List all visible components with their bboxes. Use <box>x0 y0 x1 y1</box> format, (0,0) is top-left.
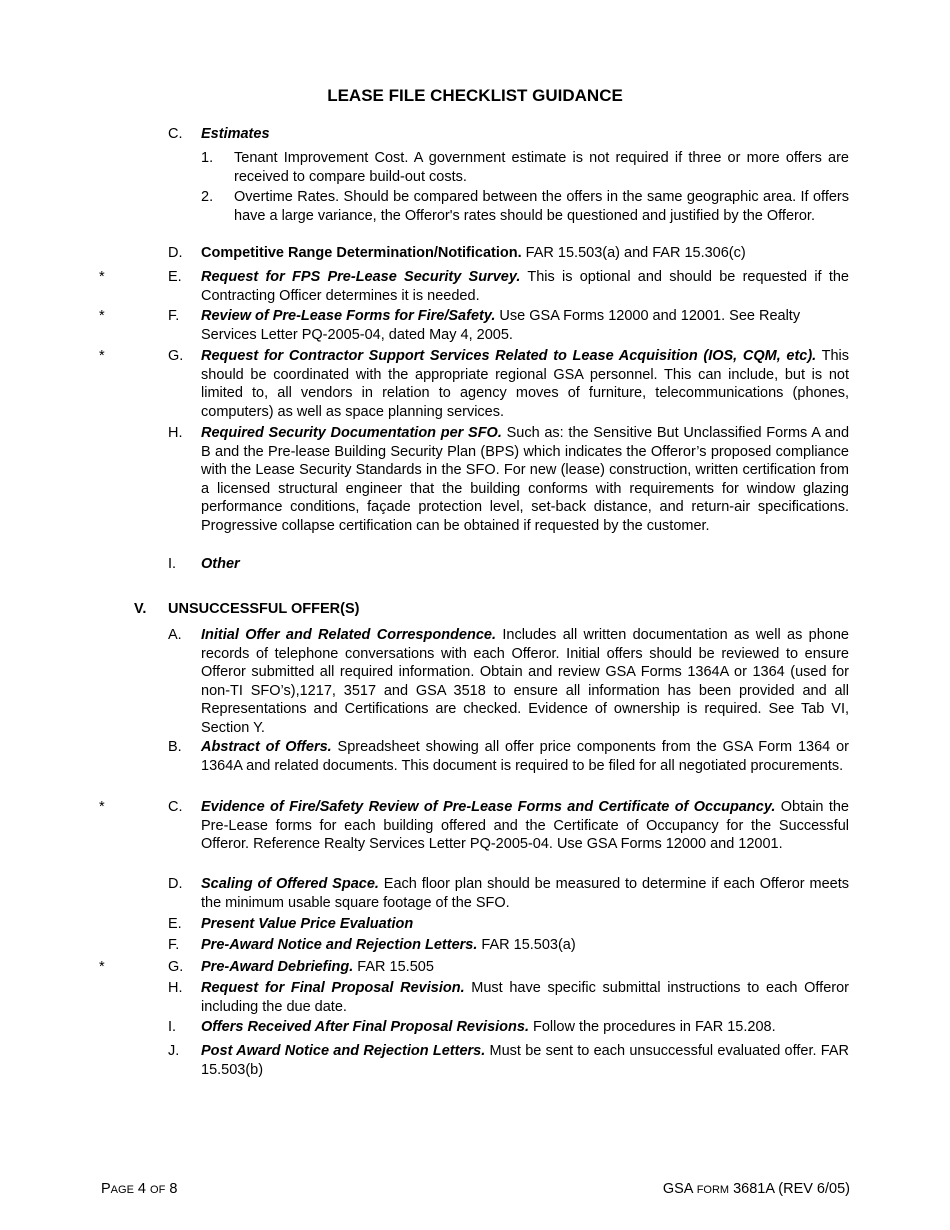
item-text: Obtain the Pre-Lease forms for each building offered and the Certificate of Occupancy for the Successful Offeror. Reference Realty Services Letter PQ-2005-04. Use GSA Forms 12000 and 12001. <box>201 799 849 853</box>
item-letter: F. <box>168 308 180 324</box>
item-body <box>201 875 849 912</box>
item-body <box>201 1018 849 1037</box>
item-heading: Request for FPS Pre-Lease Security Survey. <box>201 269 521 285</box>
sub-item-text: Tenant Improvement Cost. A government estimate is not required if three or more offers are received to compare build-out costs. <box>234 150 849 185</box>
item-body <box>201 347 849 421</box>
item-body <box>201 424 849 536</box>
item-letter: B. <box>168 739 182 755</box>
item-letter: A. <box>168 627 182 643</box>
item-letter: G. <box>168 959 184 975</box>
item-body <box>201 979 849 1016</box>
page-total: 8 <box>165 1181 178 1197</box>
page-number <box>101 1181 177 1197</box>
item-heading: Request for Final Proposal Revision. <box>201 980 465 996</box>
item-heading: Pre-Award Notice and Rejection Letters. <box>201 937 478 953</box>
item-body <box>201 244 849 263</box>
page-label-initial: P <box>101 1181 111 1197</box>
item-body <box>201 958 849 977</box>
item-body <box>201 936 849 955</box>
item-letter: G. <box>168 348 184 364</box>
item-letter: E. <box>168 269 182 285</box>
form-word: FORM <box>696 1184 730 1196</box>
item-heading: Pre-Award Debriefing. <box>201 959 354 975</box>
revision-marker: * <box>99 799 105 815</box>
item-heading: Estimates <box>201 126 270 142</box>
sub-item-text: Overtime Rates. Should be compared between the offers in the same geographic area. If offers have a large variance, the Offeror's rates should be questioned and justified by the Offeror. <box>234 189 849 224</box>
sub-item-number: 2. <box>201 189 214 205</box>
item-text: Must have specific submittal instructions to each Offeror including the due date. <box>201 980 849 1015</box>
revision-marker: * <box>99 959 105 975</box>
item-heading: Abstract of Offers. <box>201 739 332 755</box>
item-letter: C. <box>168 799 183 815</box>
item-text: Such as: the Sensitive But Unclassified Forms A and B and the Pre-lease Building Security Plan (BPS) which indicates the Offeror’s proposed compliance with the Lease Security Standards in the SFO. For new (lease) construction, written certification from a licensed structural engineer that the building conforms with requirements for window glazing performance conditions, façade protection level, set-back distance, and return-air specifications. Progressive collapse certification can be obtained if requested by the customer. <box>201 425 850 534</box>
item-text: This is optional and should be requested if the Contracting Officer determines it is needed. <box>201 269 849 304</box>
item-letter: D. <box>168 245 183 261</box>
item-text: Each floor plan should be measured to determine if each Offeror meets the minimum usable square footage of the SFO. <box>201 876 849 911</box>
item-heading: Competitive Range Determination/Notification. <box>201 245 522 261</box>
item-heading: Initial Offer and Related Correspondence. <box>201 627 497 643</box>
item-heading: Other <box>201 556 240 572</box>
item-heading: Request for Contractor Support Services Related to Lease Acquisition (IOS, CQM, etc). <box>201 348 817 364</box>
item-letter: D. <box>168 876 183 892</box>
item-text: This should be coordinated with the appropriate regional GSA personnel. This can include, but is not limited to, all vendors in relation to agency moves of furniture, telecommunications (phones, computers) as well as space planning services. <box>201 348 849 420</box>
item-letter: J. <box>168 1043 180 1059</box>
item-body <box>201 1042 849 1079</box>
revision-marker: * <box>99 308 105 324</box>
item-letter: H. <box>168 425 183 441</box>
page-current: 4 <box>133 1181 151 1197</box>
page-label-rest: AGE <box>110 1184 134 1196</box>
item-heading: Review of Pre-Lease Forms for Fire/Safety. <box>201 308 496 324</box>
item-heading: Offers Received After Final Proposal Revisions. <box>201 1019 529 1035</box>
sub-item-number: 1. <box>201 150 214 166</box>
page-of: OF <box>150 1184 166 1196</box>
item-heading: Scaling of Offered Space. <box>201 876 379 892</box>
item-text: Must be sent to each unsuccessful evaluated offer. FAR 15.503(b) <box>201 1043 849 1078</box>
item-text: Spreadsheet showing all offer price components from the GSA Form 1364 or 1364A and related documents. This document is required to be filed for all negotiated procurements. <box>201 739 849 774</box>
item-text: FAR 15.503(a) and FAR 15.306(c) <box>521 245 746 261</box>
item-letter: C. <box>168 126 183 142</box>
item-text: Includes all written documentation as well as phone records of telephone conversations with each Offeror. Initial offers should be reviewed to ensure Offeror submitted all required information. Obtain and review GSA Forms 1364A or 1364 (used for non-TI SFO’s),1217, 3517 and GSA 3518 to ensure all information has been provided and all Representations and Certifications are checked. Evidence of ownership is required. See Tab VI, Section Y. <box>201 627 849 736</box>
item-letter: H. <box>168 980 183 996</box>
section-title: UNSUCCESSFUL OFFER(S) <box>168 601 360 617</box>
page-title: LEASE FILE CHECKLIST GUIDANCE <box>327 86 623 105</box>
revision-marker: * <box>99 269 105 285</box>
form-id: 3681A (REV 6/05) <box>729 1181 850 1197</box>
item-body <box>201 268 849 305</box>
item-text: Follow the procedures in FAR 15.208. <box>528 1019 776 1035</box>
item-letter: I. <box>168 1019 177 1035</box>
item-letter: E. <box>168 916 182 932</box>
item-heading: Post Award Notice and Rejection Letters. <box>201 1043 486 1059</box>
item-letter: F. <box>168 937 180 953</box>
form-agency: GSA <box>662 1181 697 1197</box>
item-heading: Present Value Price Evaluation <box>201 916 414 932</box>
item-body <box>201 307 849 344</box>
item-heading: Required Security Documentation per SFO. <box>201 425 502 441</box>
item-heading: Evidence of Fire/Safety Review of Pre-Lease Forms and Certificate of Occupancy. <box>201 799 776 815</box>
item-body <box>201 738 849 775</box>
item-text: FAR 15.505 <box>353 959 434 975</box>
item-text: Use GSA Forms 12000 and 12001. See Realty Services Letter PQ-2005-04, dated May 4, 2005. <box>201 308 801 343</box>
item-letter: I. <box>168 556 177 572</box>
item-body <box>201 798 849 854</box>
item-text: FAR 15.503(a) <box>477 937 576 953</box>
section-number: V. <box>134 601 147 617</box>
form-number <box>663 1181 850 1197</box>
revision-marker: * <box>99 348 105 364</box>
item-body <box>201 626 849 738</box>
